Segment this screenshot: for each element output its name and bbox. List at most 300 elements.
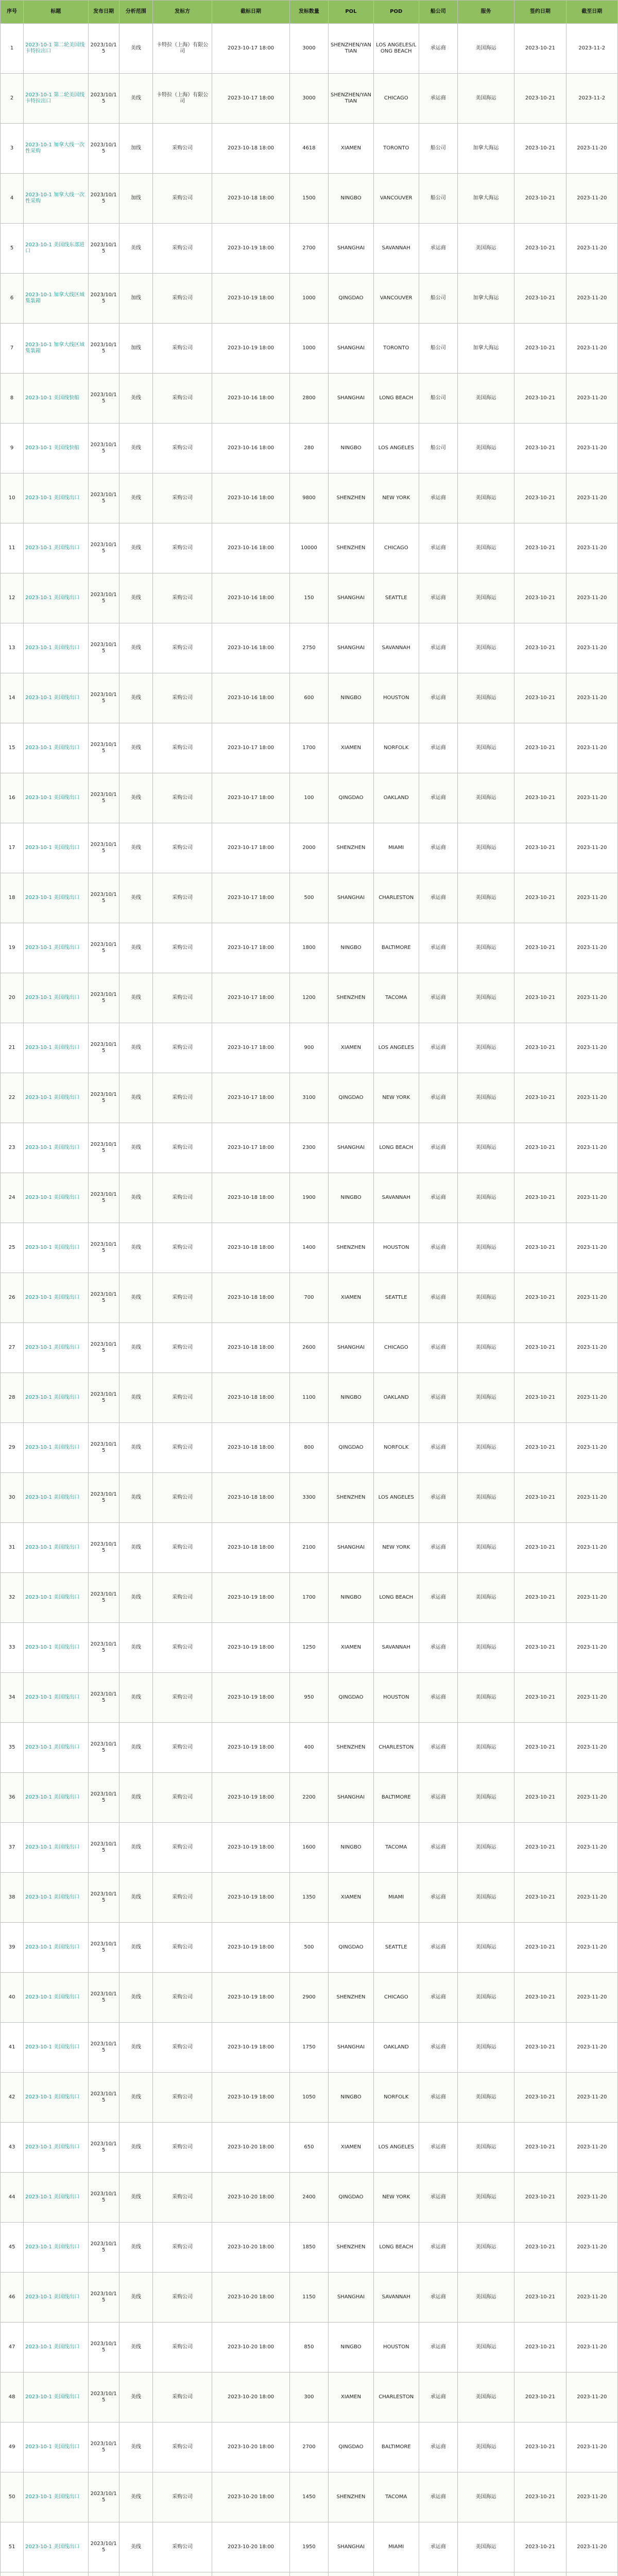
table-cell: 2023-11-20 [566, 1323, 617, 1373]
table-cell: 17 [1, 823, 24, 873]
column-header: 服务 [457, 1, 514, 24]
table-cell: 23 [1, 1123, 24, 1173]
table-cell: 美线 [119, 423, 152, 473]
table-cell: 1900 [289, 1173, 328, 1223]
table-cell: 采购公司 [152, 1373, 212, 1423]
table-cell: 美线 [119, 873, 152, 923]
table-row [1, 1923, 618, 1973]
table-cell: 29 [1, 1423, 24, 1473]
table-cell: 美线 [119, 973, 152, 1023]
table-cell: 2023-10-20 18:00 [212, 2323, 290, 2372]
table-cell: CHICAGO [373, 523, 419, 573]
table-cell: 2023-10-21 [514, 623, 566, 673]
table-cell: 2023-11-20 [566, 1623, 617, 1673]
table-cell: SHENZHEN [329, 523, 374, 573]
table-row [1, 673, 618, 723]
table-cell: SHENZHEN [329, 473, 374, 523]
table-cell: 1100 [289, 1373, 328, 1423]
table-cell: SAVANNAH [373, 1623, 419, 1673]
table-cell: 300 [289, 2372, 328, 2422]
table-cell: 4 [1, 174, 24, 224]
table-cell: 2023-11-20 [566, 1373, 617, 1423]
table-cell: 美国海运 [457, 723, 514, 773]
table-cell: 美线 [119, 2073, 152, 2123]
table-cell: 1700 [289, 723, 328, 773]
table-cell: LOS ANGELES [373, 1023, 419, 1073]
table-cell: 采购公司 [152, 2273, 212, 2323]
table-cell: 2023-10-21 [514, 1173, 566, 1223]
table-cell: 1600 [289, 1823, 328, 1873]
table-row [1, 1123, 618, 1173]
table-cell: 美线 [119, 723, 152, 773]
table-row [1, 24, 618, 74]
table-cell: 美国海运 [457, 2173, 514, 2223]
table-cell: 加线 [119, 174, 152, 224]
table-row [1, 174, 618, 224]
table-row [1, 1423, 618, 1473]
table-cell: 14 [1, 673, 24, 723]
table-cell: 采购公司 [152, 2323, 212, 2372]
table-cell: 1500 [289, 174, 328, 224]
table-cell: 采购公司 [152, 1073, 212, 1123]
table-cell: 美国海运 [457, 1723, 514, 1773]
column-header: 序号 [1, 1, 24, 24]
table-cell: 美国海运 [457, 1223, 514, 1273]
table-cell: QINGDAO [329, 2422, 374, 2472]
table-cell: 2023/10/15 [88, 1623, 119, 1673]
table-cell: 2023-11-20 [566, 2522, 617, 2572]
table-cell: 美线 [119, 1423, 152, 1473]
table-cell: 美线 [119, 573, 152, 623]
row-title-link[interactable]: 2023-10-1 美国线出口 [24, 2323, 88, 2372]
table-cell: 美线 [119, 2273, 152, 2323]
table-row [1, 973, 618, 1023]
table-cell: 美国海运 [457, 1773, 514, 1823]
table-cell: 美国海运 [457, 1423, 514, 1473]
table-cell: 9 [1, 423, 24, 473]
row-title-link[interactable]: 2023-10-1 美国线出口 [24, 1373, 88, 1423]
table-cell: SHANGHAI [329, 324, 374, 374]
table-cell: 2023-10-21 [514, 573, 566, 623]
table-cell: SHENZHEN/YANTIAN [329, 74, 374, 124]
row-title-link[interactable]: 2023-10-1 加拿大线一次性采购 [24, 124, 88, 174]
table-cell: 承运商 [419, 1573, 457, 1623]
table-cell: TACOMA [373, 973, 419, 1023]
table-cell: 2023/10/15 [88, 523, 119, 573]
row-title-link[interactable]: 2023-10-1 美国线出口 [24, 1873, 88, 1923]
table-cell: LOS ANGELES [373, 1473, 419, 1523]
table-cell: LOS ANGELES [373, 423, 419, 473]
table-cell: SHANGHAI [329, 2023, 374, 2073]
table-cell: 28 [1, 1373, 24, 1423]
table-row [1, 324, 618, 374]
table-cell: 2023-10-21 [514, 1973, 566, 2023]
row-title-link[interactable]: 2023-10-1 美国线出口 [24, 2023, 88, 2073]
table-cell: SHANGHAI [329, 2522, 374, 2572]
table-cell: 美线 [119, 1023, 152, 1073]
row-title-link[interactable]: 2023-10-1 美国线出口 [24, 973, 88, 1023]
row-title-link[interactable] [24, 2572, 88, 2576]
column-header: 发标数量 [289, 1, 328, 24]
table-cell: 采购公司 [152, 2522, 212, 2572]
row-title-link[interactable]: 2023-10-1 美国线出口 [24, 1223, 88, 1273]
table-cell: SHENZHEN [329, 2472, 374, 2522]
table-cell: 2700 [289, 224, 328, 274]
table-cell: 36 [1, 1773, 24, 1823]
table-cell: 2023/10/15 [88, 823, 119, 873]
row-title-link[interactable]: 2023-10-1 美国线出口 [24, 1773, 88, 1823]
table-cell: 1400 [289, 1223, 328, 1273]
table-cell: 1 [1, 24, 24, 74]
row-title-link[interactable]: 2023-10-1 美国线出口 [24, 473, 88, 523]
table-cell: CHICAGO [373, 1973, 419, 2023]
table-cell: 38 [1, 1873, 24, 1923]
table-cell: 1450 [289, 2472, 328, 2522]
table-row [1, 1323, 618, 1373]
table-cell: 2023-11-2 [566, 24, 617, 74]
table-cell: SHENZHEN [329, 973, 374, 1023]
row-title-link[interactable]: 2023-10-1 美国线出口 [24, 773, 88, 823]
table-cell: 2023-11-20 [566, 2372, 617, 2422]
table-cell: 采购公司 [152, 923, 212, 973]
column-header: 分析范围 [119, 1, 152, 24]
table-cell: 美国海运 [457, 1623, 514, 1673]
table-cell: SHANGHAI [329, 1773, 374, 1823]
table-cell: 美线 [119, 2173, 152, 2223]
table-cell: 2023/10/15 [88, 2372, 119, 2422]
table-cell: 承运商 [419, 1323, 457, 1373]
table-cell: 采购公司 [152, 1123, 212, 1173]
table-cell: 美国海运 [457, 2522, 514, 2572]
table-cell: 850 [289, 2323, 328, 2372]
table-cell: 43 [1, 2123, 24, 2173]
table-cell: 美国海运 [457, 1923, 514, 1973]
table-cell: 2023-10-21 [514, 2073, 566, 2123]
row-title-link[interactable]: 2023-10-1 美国线出口 [24, 1323, 88, 1373]
table-row [1, 2572, 618, 2576]
row-title-link[interactable]: 2023-10-1 美国线出口 [24, 1173, 88, 1223]
table-cell: 承运商 [419, 1123, 457, 1173]
row-title-link[interactable]: 2023-10-1 美国线出口 [24, 923, 88, 973]
row-title-link[interactable]: 2023-10-1 美国线出口 [24, 823, 88, 873]
table-cell: 2023-10-21 [514, 24, 566, 74]
row-title-link[interactable]: 2023-10-1 加拿大线一次性采购 [24, 174, 88, 224]
table-cell: 2023-10-21 [514, 1673, 566, 1723]
row-title-link[interactable]: 2023-10-1 美国线出口 [24, 1673, 88, 1723]
table-cell: NORFOLK [373, 1423, 419, 1473]
row-title-link[interactable]: 2023-10-1 加拿大线区域集装箱 [24, 324, 88, 374]
table-cell: 2023-10-21 [514, 2422, 566, 2472]
table-cell: 承运商 [419, 2273, 457, 2323]
table-cell: 2023-11-20 [566, 1723, 617, 1773]
table-cell: 39 [1, 1923, 24, 1973]
table-cell: 2023-10-18 18:00 [212, 1373, 290, 1423]
table-row [1, 2323, 618, 2372]
table-cell: 2023-10-21 [514, 1573, 566, 1623]
table-cell: 2023-11-20 [566, 623, 617, 673]
row-title-link[interactable]: 2023-10-1 美国线出口 [24, 2372, 88, 2422]
table-cell: 2023-10-21 [514, 523, 566, 573]
table-cell: 2023-10-20 18:00 [212, 2422, 290, 2472]
table-cell: 2100 [289, 1523, 328, 1573]
table-cell: 2023/10/15 [88, 224, 119, 274]
table-cell [419, 2572, 457, 2576]
table-cell: QINGDAO [329, 773, 374, 823]
table-cell: 卡特拉（上海）有限公司 [152, 24, 212, 74]
table-cell: SHANGHAI [329, 2273, 374, 2323]
table-cell: 2600 [289, 1323, 328, 1373]
table-cell: 采购公司 [152, 1673, 212, 1723]
table-cell: NEW YORK [373, 2173, 419, 2223]
table-cell: 2023-11-20 [566, 1123, 617, 1173]
table-cell: 2023/10/15 [88, 2472, 119, 2522]
table-cell: LONG BEACH [373, 374, 419, 423]
table-cell: 2023-10-21 [514, 1123, 566, 1173]
row-title-link[interactable]: 2023-10-1 美国线出口 [24, 1273, 88, 1323]
table-cell: 2023-11-20 [566, 374, 617, 423]
table-cell: 美线 [119, 1523, 152, 1573]
table-cell: 承运商 [419, 973, 457, 1023]
table-cell: 采购公司 [152, 473, 212, 523]
table-cell: 美国海运 [457, 224, 514, 274]
table-cell: 2023-10-21 [514, 274, 566, 324]
table-cell: 280 [289, 423, 328, 473]
table-cell: 2023-10-18 18:00 [212, 124, 290, 174]
table-cell: 美线 [119, 1973, 152, 2023]
row-title-link[interactable]: 2023-10-1 美国线出口 [24, 673, 88, 723]
table-cell: MIAMI [373, 1873, 419, 1923]
table-cell: 2023/10/15 [88, 1873, 119, 1923]
table-cell: 30 [1, 1473, 24, 1523]
table-cell: NINGBO [329, 2323, 374, 2372]
column-header: 截至日期 [566, 1, 617, 24]
table-cell: 2023/10/15 [88, 423, 119, 473]
table-cell: 2023-11-20 [566, 1673, 617, 1723]
table-row [1, 2273, 618, 2323]
table-cell: 2023/10/15 [88, 374, 119, 423]
row-title-link[interactable]: 2023-10-1 美国线出口 [24, 2173, 88, 2223]
row-title-link[interactable]: 2023-10-1 美国线出口 [24, 873, 88, 923]
table-cell: 船公司 [419, 174, 457, 224]
row-title-link[interactable]: 2023-10-1 美国线出口 [24, 523, 88, 573]
table-cell: XIAMEN [329, 1273, 374, 1323]
table-cell: 2023-10-16 18:00 [212, 673, 290, 723]
table-cell [457, 2572, 514, 2576]
table-cell: 美国海运 [457, 1823, 514, 1873]
row-title-link[interactable]: 2023-10-1 美国线出口 [24, 2422, 88, 2472]
table-cell: XIAMEN [329, 2123, 374, 2173]
table-cell: 2023/10/15 [88, 2273, 119, 2323]
row-title-link[interactable]: 2023-10-1 美国线出口 [24, 2223, 88, 2273]
row-title-link[interactable]: 2023-10-1 美国线出口 [24, 1573, 88, 1623]
table-cell: 2023-11-20 [566, 174, 617, 224]
table-cell: 承运商 [419, 1173, 457, 1223]
row-title-link[interactable]: 2023-10-1 美国线出口 [24, 2273, 88, 2323]
table-row [1, 1023, 618, 1073]
row-title-link[interactable]: 2023-10-1 美国线出口 [24, 2522, 88, 2572]
row-title-link[interactable]: 2023-10-1 美国线出口 [24, 1723, 88, 1773]
table-row [1, 2123, 618, 2173]
table-cell: 承运商 [419, 1623, 457, 1673]
table-cell: 加线 [119, 124, 152, 174]
table-cell: 美国海运 [457, 74, 514, 124]
table-cell: 采购公司 [152, 1223, 212, 1273]
table-cell: 采购公司 [152, 1573, 212, 1623]
table-cell: 2023-11-20 [566, 1023, 617, 1073]
table-cell: 承运商 [419, 523, 457, 573]
table-body [1, 24, 618, 2576]
table-cell: 2023-10-19 18:00 [212, 1673, 290, 1723]
table-cell: 2023/10/15 [88, 1573, 119, 1623]
table-cell: 承运商 [419, 1473, 457, 1523]
table-cell: 2023-10-21 [514, 1073, 566, 1123]
row-title-link[interactable]: 2023-10-1 美国线出口 [24, 1823, 88, 1873]
row-title-link[interactable]: 2023-10-1 美国线东部进口 [24, 224, 88, 274]
table-cell: 1150 [289, 2273, 328, 2323]
table-cell: 美线 [119, 773, 152, 823]
table-cell: 美国海运 [457, 923, 514, 973]
table-cell: 承运商 [419, 2223, 457, 2273]
table-cell: 2023-10-19 18:00 [212, 224, 290, 274]
table-cell: 2023/10/15 [88, 2323, 119, 2372]
row-title-link[interactable]: 2023-10-1 第二轮美国线卡特拉出口 [24, 24, 88, 74]
table-cell: 美国海运 [457, 1473, 514, 1523]
table-cell: XIAMEN [329, 2372, 374, 2422]
table-cell: 采购公司 [152, 1423, 212, 1473]
table-cell: 2023-10-18 18:00 [212, 1223, 290, 1273]
table-cell: 5 [1, 224, 24, 274]
table-cell: 美国海运 [457, 523, 514, 573]
row-title-link[interactable]: 2023-10-1 美国线出口 [24, 2073, 88, 2123]
table-cell: 2023/10/15 [88, 873, 119, 923]
table-cell: 2023-10-20 18:00 [212, 2372, 290, 2422]
table-cell: 美线 [119, 1823, 152, 1873]
table-cell: 美线 [119, 1723, 152, 1773]
table-cell: 采购公司 [152, 174, 212, 224]
table-cell: 美国海运 [457, 1673, 514, 1723]
table-cell: SHENZHEN [329, 823, 374, 873]
table-cell: 采购公司 [152, 2123, 212, 2173]
table-cell: 2023-10-21 [514, 1773, 566, 1823]
table-cell: 24 [1, 1173, 24, 1223]
table-cell: 2700 [289, 2422, 328, 2472]
table-cell: 2023-10-19 18:00 [212, 324, 290, 374]
column-header: POL [329, 1, 374, 24]
row-title-link[interactable]: 2023-10-1 美国线出口 [24, 573, 88, 623]
table-cell: 400 [289, 1723, 328, 1773]
table-cell: SAVANNAH [373, 224, 419, 274]
table-cell: 2023-11-20 [566, 723, 617, 773]
table-cell: 采购公司 [152, 523, 212, 573]
table-cell: 承运商 [419, 873, 457, 923]
row-title-link[interactable]: 2023-10-1 美国线快船 [24, 423, 88, 473]
table-cell: LONG BEACH [373, 2223, 419, 2273]
row-title-link[interactable]: 2023-10-1 美国线出口 [24, 623, 88, 673]
table-cell: SHANGHAI [329, 1523, 374, 1573]
table-cell: 2023/10/15 [88, 623, 119, 673]
table-cell: 美线 [119, 1273, 152, 1323]
table-cell: 采购公司 [152, 1023, 212, 1073]
table-cell: 美线 [119, 2372, 152, 2422]
row-title-link[interactable]: 2023-10-1 美国线出口 [24, 1623, 88, 1673]
row-title-link[interactable]: 2023-10-1 美国线出口 [24, 1123, 88, 1173]
table-cell: 美线 [119, 224, 152, 274]
table-cell: 1950 [289, 2522, 328, 2572]
table-cell: 美国海运 [457, 1273, 514, 1323]
table-cell: 2023-10-21 [514, 1523, 566, 1573]
table-cell: 美国海运 [457, 2023, 514, 2073]
table-cell: 2023-10-21 [514, 124, 566, 174]
row-title-link[interactable]: 2023-10-1 美国线出口 [24, 1073, 88, 1123]
table-row [1, 1373, 618, 1423]
row-title-link[interactable]: 2023-10-1 美国线出口 [24, 1923, 88, 1973]
table-cell: 2023/10/15 [88, 2223, 119, 2273]
row-title-link[interactable]: 2023-10-1 美国线出口 [24, 2472, 88, 2522]
table-cell: 承运商 [419, 1223, 457, 1273]
row-title-link[interactable]: 2023-10-1 第二轮美国线卡特拉出口 [24, 74, 88, 124]
table-cell: 2023-10-21 [514, 1823, 566, 1873]
table-cell: 美线 [119, 1323, 152, 1373]
table-cell: 美国海运 [457, 2372, 514, 2422]
table-cell: 2023/10/15 [88, 2073, 119, 2123]
row-title-link[interactable]: 2023-10-1 美国线出口 [24, 723, 88, 773]
table-cell: 19 [1, 923, 24, 973]
row-title-link[interactable]: 2023-10-1 美国线出口 [24, 1973, 88, 2023]
table-cell: 美国海运 [457, 1023, 514, 1073]
table-cell: 2023-10-21 [514, 2273, 566, 2323]
row-title-link[interactable]: 2023-10-1 加拿大线区域集装箱 [24, 274, 88, 324]
table-cell: CHICAGO [373, 74, 419, 124]
table-cell: 27 [1, 1323, 24, 1373]
row-title-link[interactable]: 2023-10-1 美国线出口 [24, 2123, 88, 2173]
table-cell: 采购公司 [152, 374, 212, 423]
table-cell: 2200 [289, 1773, 328, 1823]
table-cell: 2023-11-20 [566, 1973, 617, 2023]
table-cell: 2023-10-16 18:00 [212, 523, 290, 573]
table-cell: 2023/10/15 [88, 473, 119, 523]
table-cell [152, 2572, 212, 2576]
table-cell: 美国海运 [457, 1123, 514, 1173]
table-cell: 2023/10/15 [88, 324, 119, 374]
table-cell: 采购公司 [152, 973, 212, 1023]
row-title-link[interactable]: 2023-10-1 美国线出口 [24, 1523, 88, 1573]
row-title-link[interactable]: 2023-10-1 美国线出口 [24, 1473, 88, 1523]
table-cell: 44 [1, 2173, 24, 2223]
table-cell: 承运商 [419, 723, 457, 773]
row-title-link[interactable]: 2023-10-1 美国线快船 [24, 374, 88, 423]
table-cell: SAVANNAH [373, 2273, 419, 2323]
table-cell: 31 [1, 1523, 24, 1573]
table-cell: 美线 [119, 1873, 152, 1923]
table-cell: 2023-11-20 [566, 1473, 617, 1523]
table-cell: 采购公司 [152, 324, 212, 374]
table-cell: 2023/10/15 [88, 74, 119, 124]
table-cell: TORONTO [373, 124, 419, 174]
table-cell: 2023-10-19 18:00 [212, 1873, 290, 1923]
table-row [1, 124, 618, 174]
table-cell: 2023/10/15 [88, 1523, 119, 1573]
table-cell: 美线 [119, 2023, 152, 2073]
table-cell: 美线 [119, 2323, 152, 2372]
table-cell: 美线 [119, 1473, 152, 1523]
table-cell: 4618 [289, 124, 328, 174]
table-cell: 2023/10/15 [88, 24, 119, 74]
row-title-link[interactable]: 2023-10-1 美国线出口 [24, 1023, 88, 1073]
row-title-link[interactable]: 2023-10-1 美国线出口 [24, 1423, 88, 1473]
table-cell: 48 [1, 2372, 24, 2422]
table-cell: 采购公司 [152, 274, 212, 324]
table-row [1, 74, 618, 124]
